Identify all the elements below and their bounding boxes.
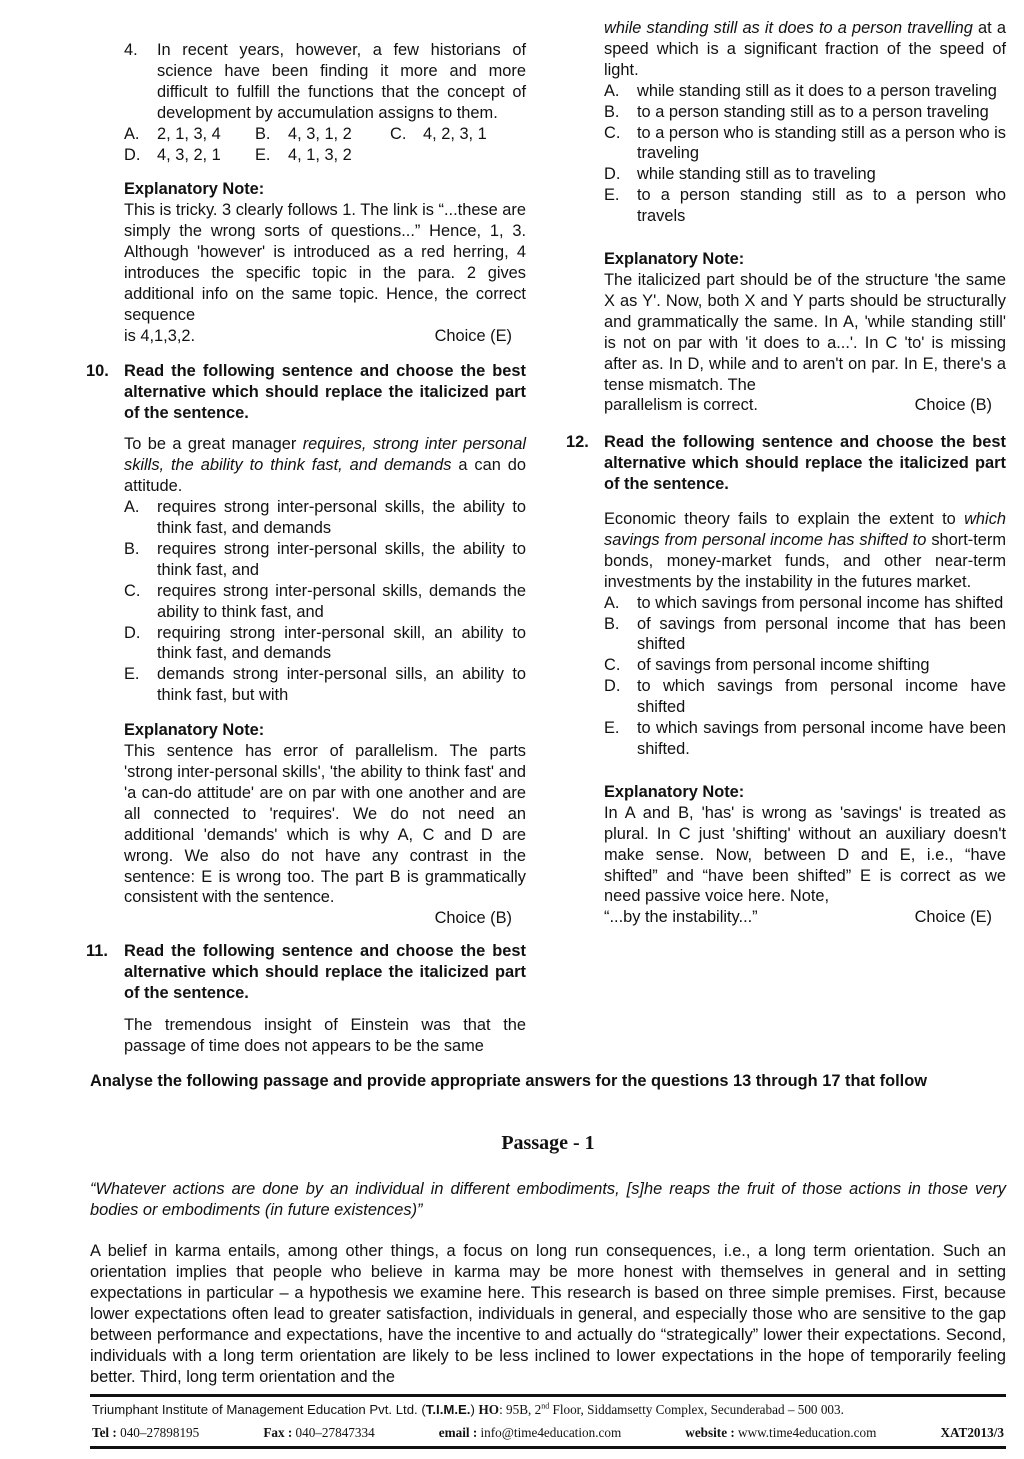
option-label: E.: [604, 186, 620, 205]
passage-epigraph: “Whatever actions are done by an individual in different embodiments, [s]he reaps the fruit of those actions in those very bodies or embodiments (in future existences)”: [90, 1180, 1006, 1219]
right-column: [566, 18, 1007, 928]
stem-italic-part: which savings from personal income has shifted to: [604, 510, 1006, 549]
answer-choice: Choice (B): [914, 396, 992, 415]
options-row-2: [124, 145, 526, 166]
explanatory-note-text: This is tricky. 3 clearly follows 1. The link is “...these are simply the wrong sorts of questions...” Hence, 1, 3. Although 'however' is introduced as a red herring, 4 introduces the specific topic in the para. 2 gives additional info on the same topic. Hence, the correct sequence: [124, 201, 527, 324]
question-instruction: Read the following sentence and choose the best alternative which should replace the italicized part of the sentence.: [124, 942, 526, 1003]
website-link[interactable]: www.time4education.com: [734, 1425, 877, 1440]
option-label: B.: [604, 102, 620, 121]
sentence-label: 4.: [124, 41, 138, 59]
option-label: D.: [604, 677, 621, 696]
question-10-stem: [124, 434, 526, 497]
answer-choice: Choice (E): [914, 908, 992, 927]
question-number: 12.: [566, 433, 589, 452]
option-d: [604, 676, 1006, 718]
left-column: [86, 40, 527, 1057]
option-e-label: E.: [255, 145, 271, 164]
option-text: to which savings from personal income have been shifted.: [637, 719, 1006, 758]
option-d: [124, 623, 526, 665]
option-c: [604, 123, 1006, 165]
option-label: C.: [604, 656, 621, 675]
paren: ): [470, 1402, 479, 1417]
footer-bottom-rule: [90, 1446, 1006, 1449]
option-a: [604, 593, 1006, 614]
option-text: demands strong inter-personal sills, an ability to think fast, but with: [157, 665, 526, 705]
option-d-text: 4, 3, 2, 1: [157, 145, 221, 164]
option-text: requiring strong inter-personal skill, an ability to think fast, and demands: [157, 623, 526, 663]
option-text: while standing still as to traveling: [637, 165, 876, 184]
option-text: to a person who is standing still as a person who is traveling: [637, 123, 1006, 163]
question-10-options: [124, 497, 526, 706]
option-label: E.: [604, 719, 620, 738]
answer-line: [124, 326, 526, 347]
option-e: [604, 185, 1006, 227]
ho-label: HO: [478, 1402, 500, 1417]
passage-title: Passage - 1: [501, 1132, 595, 1154]
explanatory-note-text: The italicized part should be of the structure 'the same X as Y'. Now, both X and Y parts should be structurally and grammatically the same. In A, 'while standing still' is not on par with 'it does to a...'. In C 'to' is missing after as. In D, while and to aren't on par. In E, there's a tense mismatch. The: [604, 270, 1006, 394]
option-text: to which savings from personal income has shifted: [637, 593, 1004, 612]
tel-value: 040–27898195: [116, 1425, 200, 1440]
option-label: A.: [604, 593, 620, 612]
option-c-text: 4, 2, 3, 1: [423, 124, 487, 143]
option-label: A.: [124, 498, 140, 517]
footer-address: [92, 1402, 1004, 1418]
option-a-text: 2, 1, 3, 4: [157, 124, 221, 143]
option-text: requires strong inter-personal skills, the ability to think fast, and: [157, 539, 526, 579]
address-text: Floor, Siddamsetty Complex, Secunderabad – 500 003.: [549, 1402, 844, 1417]
question-11-stem: The tremendous insight of Einstein was that the passage of time does not appears to be the same: [124, 1015, 526, 1055]
option-e-text: 4, 1, 3, 2: [288, 145, 352, 164]
tel-group: [92, 1425, 199, 1441]
ordinal-suffix: nd: [541, 1401, 550, 1411]
stem-text: short-term bonds, money-market funds, and other near-term investments by the instability in the futures market.: [604, 530, 1007, 591]
answer-choice: Choice (E): [434, 326, 512, 345]
explanatory-note-heading: Explanatory Note:: [604, 250, 745, 269]
option-label: C.: [124, 581, 141, 600]
footer-top-rule: [90, 1394, 1006, 1397]
explanatory-note-text: In A and B, 'has' is wrong as 'savings' is treated as plural. In C just 'shifting' without an auxiliary doesn't make sense. Now, between D and E, i.e., “have shifted” and “have been shifted” E is correct as we need passive voice here. Note,: [604, 803, 1006, 906]
option-b: [124, 539, 526, 581]
option-label: E.: [124, 665, 140, 684]
email-label: email :: [438, 1425, 478, 1440]
option-a: [604, 81, 1006, 102]
email-group: [439, 1425, 621, 1441]
address-text: : 95B, 2: [499, 1402, 542, 1417]
stem-text: a can do attitude.: [124, 456, 527, 496]
stem-text: Economic theory fails to explain the extent to: [604, 510, 965, 529]
stem-text: To be a great manager: [124, 435, 303, 454]
explanatory-note-heading: Explanatory Note:: [124, 721, 265, 740]
company-abbr: T.I.M.E.: [425, 1402, 471, 1417]
question-12-heading: [566, 432, 1006, 495]
question-12-stem: [604, 509, 1006, 593]
answer-line: [604, 395, 1006, 416]
option-label: C.: [604, 123, 621, 142]
question-11-heading: [86, 941, 526, 1004]
stem-italic-part: requires, strong inter personal skills, the ability to think fast, and demands: [124, 435, 527, 475]
passage-paragraph: A belief in karma entails, among other things, a focus on long run consequences, i.e., a long term orientation. Such an orientation implies that people who believe in karma may be more honest with themselves in general and in setting expectations in particular – a hypothesis we examine here. This research is based on three simple premises. First, because lower expectations often lead to greater satisfaction, individuals in general, and especially those who are sensitive to the gap between performance and expectations, have the incentive to and actually do “strategically” lower their expectations. Second, individuals with a long term orientation are likely to be less inclined to lower expectations in the hope of temporarily feeling better. Third, long term orientation and the: [90, 1242, 1006, 1386]
email-link[interactable]: info@time4education.com: [477, 1425, 622, 1440]
note-last-line: parallelism is correct.: [604, 396, 758, 415]
option-c: [124, 581, 526, 623]
company-name: Triumphant Institute of Management Education Pvt. Ltd. (: [92, 1402, 426, 1417]
question-10-heading: [86, 361, 526, 424]
stem-text: at a speed which is a significant fraction of the speed of light.: [604, 19, 1006, 79]
answer-line: [604, 907, 1006, 928]
website-group: [685, 1425, 876, 1441]
option-a-label: A.: [124, 124, 140, 143]
option-text: while standing still as it does to a person traveling: [637, 81, 997, 100]
sequence-options: [124, 124, 526, 166]
question-number: 11.: [86, 942, 108, 961]
option-c-label: C.: [390, 124, 407, 143]
option-label: B.: [124, 539, 140, 558]
option-text: to a person standing still as to a person who travels: [637, 186, 1006, 226]
option-d-label: D.: [124, 145, 141, 164]
explanatory-note-heading: Explanatory Note:: [604, 782, 745, 801]
option-text: requires strong inter-personal skills, the ability to think fast, and demands: [157, 498, 526, 538]
fax-label: Fax :: [263, 1425, 293, 1440]
tel-label: Tel :: [92, 1425, 117, 1440]
question-instruction: Read the following sentence and choose the best alternative which should replace the italicized part of the sentence.: [124, 361, 526, 422]
option-label: D.: [604, 165, 621, 184]
question-11-stem-continued: [604, 18, 1006, 81]
page-code: XAT2013/3: [940, 1425, 1004, 1440]
fax-value: 040–27847334: [292, 1425, 375, 1440]
note-last-line: is 4,1,3,2.: [124, 326, 196, 345]
footer-contact: [92, 1425, 1004, 1441]
stem-italic-part: while standing still as it does to a person travelling: [604, 19, 973, 37]
option-b-label: B.: [255, 124, 271, 143]
option-label: D.: [124, 623, 141, 642]
explanatory-note-heading: Explanatory Note:: [124, 180, 265, 199]
option-b-text: 4, 3, 1, 2: [288, 124, 352, 143]
sequence-sentence-4: [124, 40, 526, 124]
option-text: requires strong inter-personal skills, demands the ability to think fast, and: [157, 581, 526, 621]
option-b: [604, 614, 1006, 656]
option-d: [604, 164, 1006, 185]
option-label: A.: [604, 81, 620, 100]
question-12-options: [604, 593, 1006, 760]
option-text: to a person standing still as to a person traveling: [637, 102, 989, 121]
note-last-line: “...by the instability...”: [604, 908, 758, 927]
option-text: of savings from personal income shifting: [637, 656, 930, 675]
passage-instruction: Analyse the following passage and provide appropriate answers for the questions 13 through 17 that follow: [90, 1072, 927, 1090]
option-e: [604, 718, 1006, 760]
question-instruction: Read the following sentence and choose the best alternative which should replace the italicized part of the sentence.: [604, 433, 1006, 494]
options-row-1: [124, 124, 526, 145]
website-label: website :: [685, 1425, 735, 1440]
sentence-text: In recent years, however, a few historians of science have been finding it more and more difficult to fulfill the functions that the concept of development by accumulation assigns to them.: [157, 41, 526, 122]
fax-group: [263, 1425, 374, 1441]
option-a: [124, 497, 526, 539]
option-b: [604, 102, 1006, 123]
option-text: of savings from personal income that has been shifted: [637, 614, 1006, 654]
question-number: 10.: [86, 361, 109, 380]
answer-choice: Choice (B): [434, 909, 512, 928]
option-c: [604, 655, 1006, 676]
explanatory-note-text: This sentence has error of parallelism. The parts 'strong inter-personal skills', 'the ability to think fast' and 'a can-do attitude' are on par with one another and are all connected to 'requires'. We do not need an additional 'demands' which is why A, C and D are wrong. We also do not have any contrast in the sentence: E is wrong too. The part B is grammatically consistent with the sentence.: [124, 742, 526, 907]
option-text: to which savings from personal income have shifted: [637, 677, 1006, 717]
question-11-options: [604, 81, 1006, 227]
option-label: B.: [604, 614, 620, 633]
option-e: [124, 664, 526, 706]
